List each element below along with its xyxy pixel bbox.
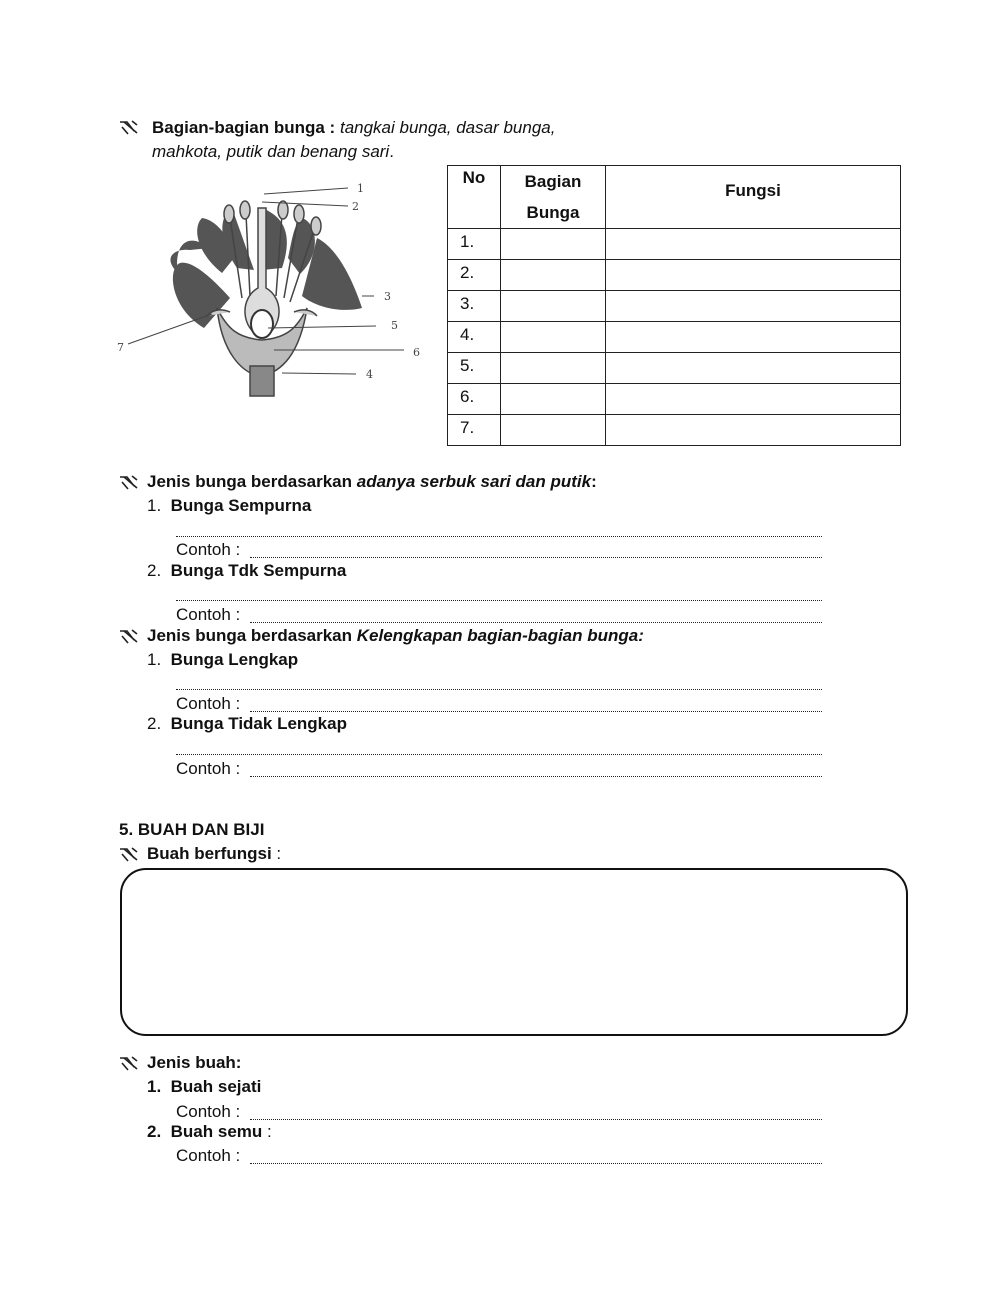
example-label: Contoh : (176, 605, 241, 624)
bullet-pointer-icon (118, 473, 140, 491)
answer-cell-fungsi[interactable] (606, 322, 901, 353)
example-answer-line[interactable] (250, 711, 822, 712)
answer-line[interactable] (176, 600, 822, 601)
answer-cell-fungsi[interactable] (606, 384, 901, 415)
table-row: 1. (448, 229, 901, 260)
ovule (251, 310, 273, 338)
diagram-label-6: 6 (413, 346, 420, 359)
answer-cell-fungsi[interactable] (606, 260, 901, 291)
list-item: 2. Buah semu : (147, 1122, 272, 1141)
header-bagian: Bagian Bunga (501, 166, 606, 229)
answer-cell-fungsi[interactable] (606, 415, 901, 446)
bullet-pointer-icon (118, 118, 140, 136)
diagram-label-1: 1 (357, 182, 364, 195)
parts-heading: Bagian-bagian bunga : tangkai bunga, dasar bunga, (152, 118, 556, 137)
example-answer-line[interactable] (250, 557, 822, 558)
list-item: 2. Bunga Tdk Sempurna (147, 561, 347, 580)
bullet-pointer-icon (118, 845, 140, 863)
fruit-types-heading: Jenis buah: (147, 1053, 242, 1072)
table-row: 4. (448, 322, 901, 353)
table-row: 5. (448, 353, 901, 384)
example-answer-line[interactable] (250, 1163, 822, 1164)
flower-parts-table (447, 165, 901, 446)
example-answer-line[interactable] (250, 1119, 822, 1120)
table-header-row (448, 166, 901, 229)
answer-cell-bagian[interactable] (501, 384, 606, 415)
list-item: 1. Bunga Sempurna (147, 496, 312, 515)
answer-cell-bagian[interactable] (501, 229, 606, 260)
answer-line[interactable] (176, 754, 822, 755)
answer-cell-bagian[interactable] (501, 322, 606, 353)
diagram-label-7: 7 (117, 341, 124, 354)
example-answer-line[interactable] (250, 776, 822, 777)
list-item: 1. Bunga Lengkap (147, 650, 299, 669)
table-row: 6. (448, 384, 901, 415)
table-row: 7. (448, 415, 901, 446)
answer-cell-bagian[interactable] (501, 291, 606, 322)
completeness-section-heading: Jenis bunga berdasarkan Kelengkapan bagian-bagian bunga: (147, 626, 644, 645)
fruit-function-answer-box[interactable] (120, 868, 908, 1036)
parts-description: mahkota, putik dan benang sari. (152, 142, 394, 161)
bullet-pointer-icon (118, 1054, 140, 1072)
answer-line[interactable] (176, 536, 822, 537)
header-no: No (448, 166, 501, 229)
example-label: Contoh : (176, 1102, 241, 1121)
example-label: Contoh : (176, 1146, 241, 1165)
answer-cell-bagian[interactable] (501, 260, 606, 291)
header-fungsi: Fungsi (606, 166, 901, 229)
answer-cell-fungsi[interactable] (606, 353, 901, 384)
answer-cell-bagian[interactable] (501, 353, 606, 384)
example-label: Contoh : (176, 759, 241, 778)
table-row: 3. (448, 291, 901, 322)
example-label: Contoh : (176, 694, 241, 713)
example-answer-line[interactable] (250, 622, 822, 623)
table-row: 2. (448, 260, 901, 291)
diagram-label-3: 3 (384, 290, 391, 303)
answer-cell-fungsi[interactable] (606, 229, 901, 260)
bullet-pointer-icon (118, 627, 140, 645)
diagram-label-2: 2 (352, 200, 359, 213)
diagram-label-4: 4 (366, 368, 373, 381)
diagram-label-5: 5 (391, 319, 398, 332)
flower-diagram (112, 178, 432, 398)
answer-line[interactable] (176, 689, 822, 690)
flower-stalk (250, 366, 274, 396)
pollen-section-heading: Jenis bunga berdasarkan adanya serbuk sari dan putik: (147, 472, 597, 491)
fruit-function-label: Buah berfungsi : (147, 844, 282, 863)
list-item: 1. Buah sejati (147, 1077, 262, 1096)
fruit-section-heading: 5. BUAH DAN BIJI (119, 820, 265, 839)
answer-cell-bagian[interactable] (501, 415, 606, 446)
example-label: Contoh : (176, 540, 241, 559)
list-item: 2. Bunga Tidak Lengkap (147, 714, 347, 733)
answer-cell-fungsi[interactable] (606, 291, 901, 322)
